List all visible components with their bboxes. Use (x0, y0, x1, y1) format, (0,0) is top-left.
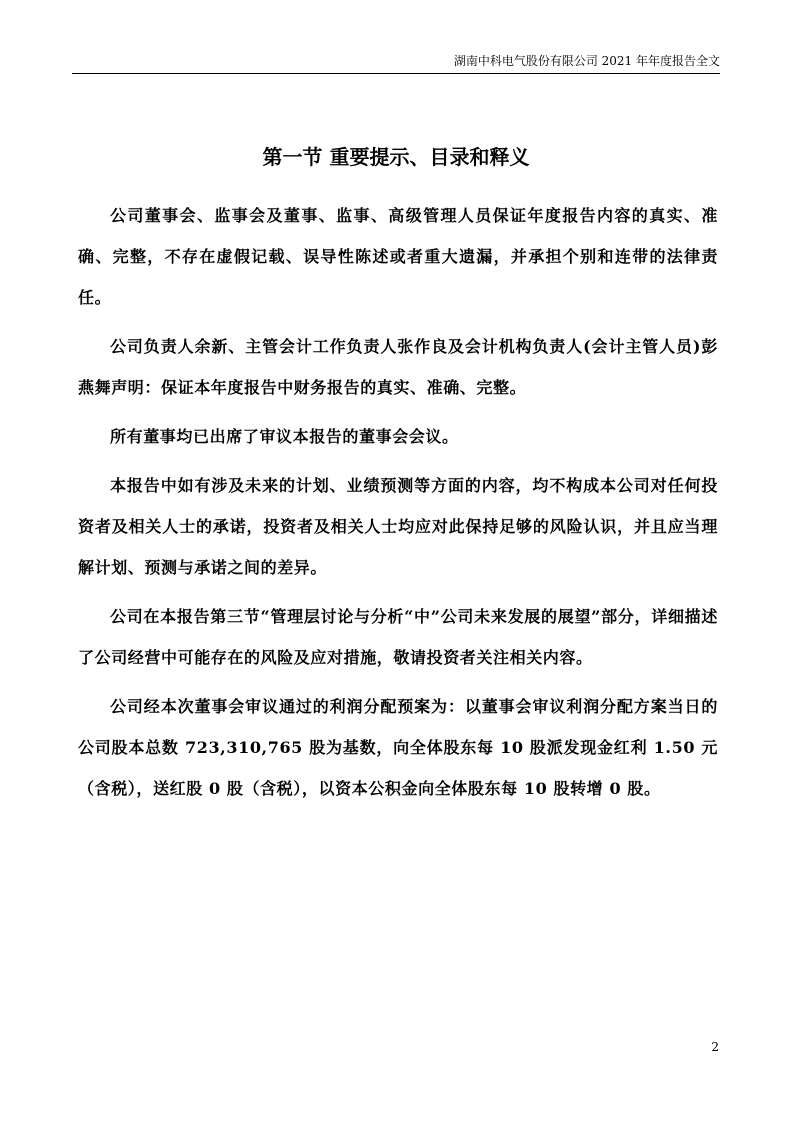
running-header-title: 湖南中科电气股份有限公司 2021 年年度报告全文 (453, 54, 720, 68)
paragraph-financial-declaration: 公司负责人余新、主管会计工作负责人张作良及会计机构负责人(会计主管人员)彭燕舞声明：保证本年度报告中财务报告的真实、准确、完整。 (78, 337, 718, 397)
running-header (72, 54, 720, 74)
page-number: 2 (711, 1040, 719, 1054)
paragraph-forward-looking-disclaimer: 本报告中如有涉及未来的计划、业绩预测等方面的内容，均不构成本公司对任何投资者及相关人士的承诺，投资者及相关人士均应对此保持足够的风险认识，并且应当理解计划、预测与承诺之间的差异。 (78, 476, 718, 577)
body-text (78, 195, 718, 817)
paragraph-board-attendance: 所有董事均已出席了审议本报告的董事会会议。 (110, 427, 459, 446)
paragraph-risk-notice: 公司在本报告第三节“管理层讨论与分析“中”公司未来发展的展望”部分，详细描述了公司经营中可能存在的风险及应对措施，敬请投资者关注相关内容。 (78, 607, 718, 667)
paragraph-responsibility-statement: 公司董事会、监事会及董事、监事、高级管理人员保证年度报告内容的真实、准确、完整，不存在虚假记载、误导性陈述或者重大遗漏，并承担个别和连带的法律责任。 (78, 206, 718, 307)
section-title: 第一节 重要提示、目录和释义 (262, 145, 530, 170)
paragraph-profit-distribution: 公司经本次董事会审议通过的利润分配预案为：以董事会审议利润分配方案当日的公司股本总数 723,310,765 股为基数，向全体股东每 10 股派发现金红利 1.50 元（含税），送红股 0 股（含税），以资本公积金向全体股东每 10 股转增 0 股。 (78, 697, 718, 798)
